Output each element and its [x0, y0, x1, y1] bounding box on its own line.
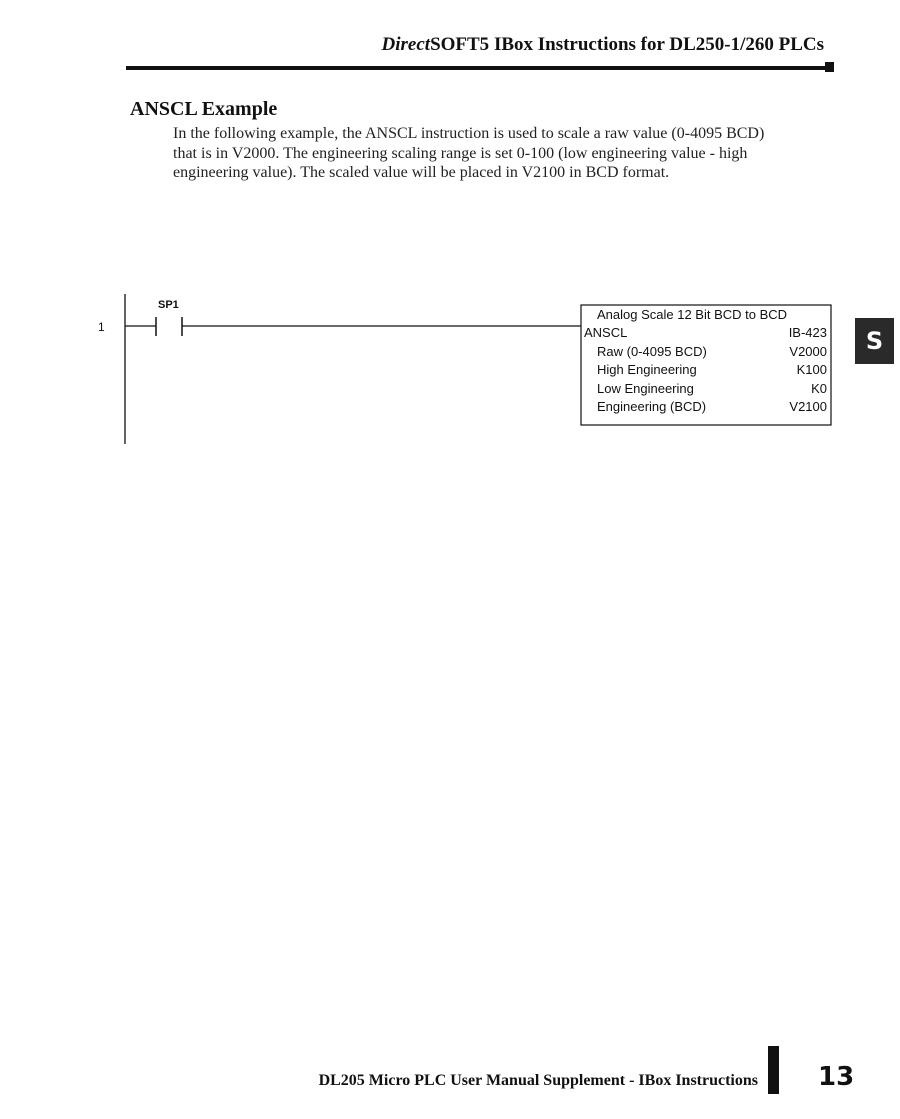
header-brand-rest: SOFT5: [430, 34, 490, 55]
paragraph-line: In the following example, the ANSCL instruction is used to scale a raw value (0-4095 BCD): [173, 125, 765, 142]
contact-label: SP1: [158, 299, 179, 311]
ibox-param-value: V2100: [789, 399, 827, 414]
ibox-instruction: ANSCL: [584, 325, 628, 340]
ibox-param-label: High Engineering: [597, 362, 697, 377]
header-title: IBox Instructions for DL250-1/260 PLCs: [489, 34, 824, 55]
side-tab-letter: S: [865, 327, 884, 355]
ibox-param-label: Low Engineering: [597, 381, 694, 396]
paragraph-line: that is in V2000. The engineering scaling range is set 0-100 (low engineering value - high: [173, 144, 748, 162]
rung-number: 1: [98, 320, 105, 334]
footer-bar: [768, 1046, 779, 1094]
ibox-param-value: K0: [811, 381, 827, 396]
ibox-param-label: Raw (0-4095 BCD): [597, 344, 707, 359]
ibox-param-value: K100: [796, 362, 827, 377]
ibox-number: IB-423: [788, 325, 827, 340]
ibox-heading: Analog Scale 12 Bit BCD to BCD: [597, 307, 788, 322]
ibox-param-label: Engineering (BCD): [597, 399, 707, 414]
ladder-diagram: [0, 0, 900, 460]
paragraph-line: engineering value). The scaled value will be placed in V2100 in BCD format.: [173, 164, 670, 181]
ibox-param-value: V2000: [789, 344, 827, 359]
section-title: ANSCL Example: [130, 98, 278, 120]
page-number: 13: [818, 1062, 855, 1092]
header-brand-italic: Direct: [381, 34, 431, 55]
footer-manual-title: DL205 Micro PLC User Manual Supplement - IBox Instructions: [318, 1072, 758, 1089]
